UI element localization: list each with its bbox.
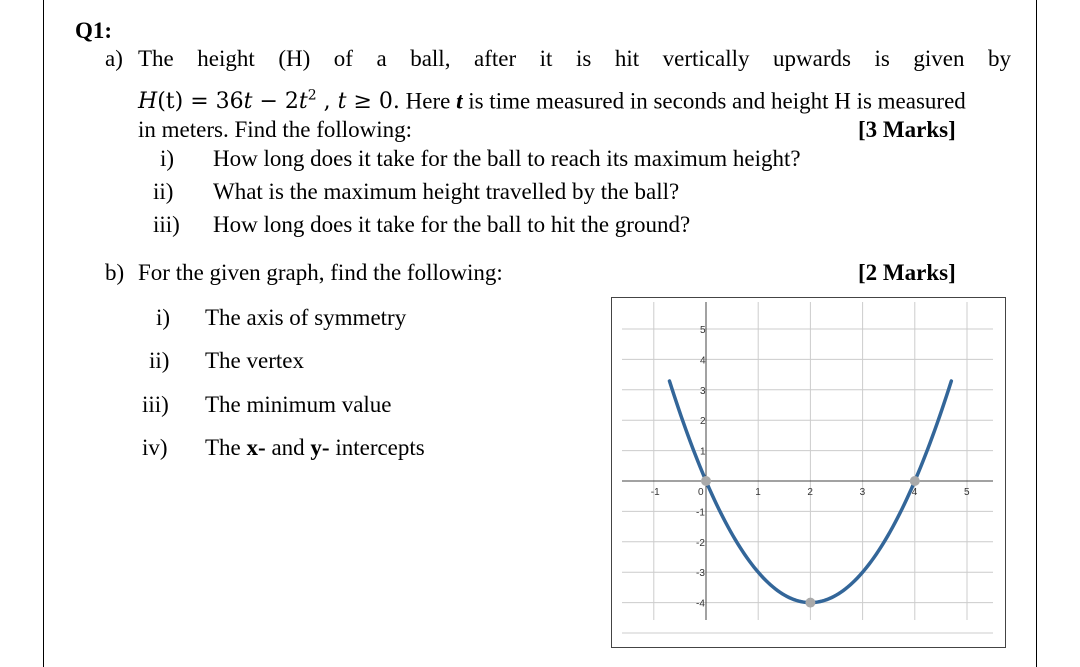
y-tick-label: 3	[700, 385, 706, 397]
part-a-item-text: How long does it take for the ball to hit the ground?	[213, 212, 691, 237]
part-b-item-num: i)	[156, 305, 171, 330]
part-b-item-text: The vertex	[205, 348, 304, 373]
x-tick-label: 5	[964, 487, 970, 498]
part-b-item-text: The minimum value	[205, 392, 392, 417]
y-tick-label: 5	[700, 325, 706, 336]
graph-point	[910, 476, 920, 486]
y-tick-label: -3	[696, 568, 705, 580]
height-formula: $H(t) = 36t - 2t^2$ , t ≥ 0.	[138, 88, 400, 115]
y-tick-label: -4	[696, 598, 705, 610]
part-a-item-num: ii)	[153, 179, 174, 204]
part-a-line3: in meters. Find the following:	[138, 117, 413, 142]
part-a-line1: The height (H) of a ball, after it is hit vertically upwards is given by	[138, 46, 1011, 71]
part-a-item-text: What is the maximum height travelled by the ball?	[213, 179, 680, 204]
part-a-item-num: iii)	[153, 212, 180, 237]
parabola-graph-svg	[612, 298, 1005, 647]
part-a-label: a)	[105, 46, 123, 71]
part-b-item-num: iv)	[142, 435, 168, 460]
part-a-marks: [3 Marks]	[858, 117, 956, 142]
x-tick-label: 3	[859, 487, 866, 498]
y-tick-label: 2	[700, 416, 706, 428]
part-b-item-num: iii)	[142, 392, 169, 417]
part-b-item-text: The axis of symmetry	[205, 305, 407, 330]
y-tick-label: 1	[700, 446, 706, 458]
page-border-left	[43, 0, 44, 667]
part-b-label: b)	[105, 260, 125, 285]
question-number: Q1:	[75, 18, 113, 43]
x-tick-label: -1	[650, 487, 660, 498]
part-b-item-text: The x- and y- intercepts	[205, 435, 425, 460]
part-b-item-num: ii)	[149, 348, 170, 373]
part-a-item-text: How long does it take for the ball to reach its maximum height?	[213, 146, 801, 171]
x-tick-label: 0	[698, 487, 704, 498]
x-tick-label: 1	[755, 487, 761, 498]
part-b-intro: For the given graph, find the following:	[138, 260, 503, 285]
parabola-graph	[611, 297, 1006, 648]
page-border-right	[1036, 0, 1037, 667]
x-tick-label: 4	[911, 487, 918, 498]
y-tick-label: -1	[696, 507, 705, 519]
y-tick-label: -2	[696, 537, 705, 549]
part-a-line2: $H(t) = 36t - 2t^2$ , t ≥ 0. Here t is time measured in seconds and height H is measured	[138, 88, 966, 115]
part-a-item-num: i)	[160, 146, 175, 171]
graph-point	[701, 476, 711, 486]
x-tick-label: 2	[807, 487, 813, 498]
graph-point	[805, 598, 815, 608]
part-b-marks: [2 Marks]	[858, 260, 956, 285]
y-tick-label: 4	[700, 355, 706, 367]
